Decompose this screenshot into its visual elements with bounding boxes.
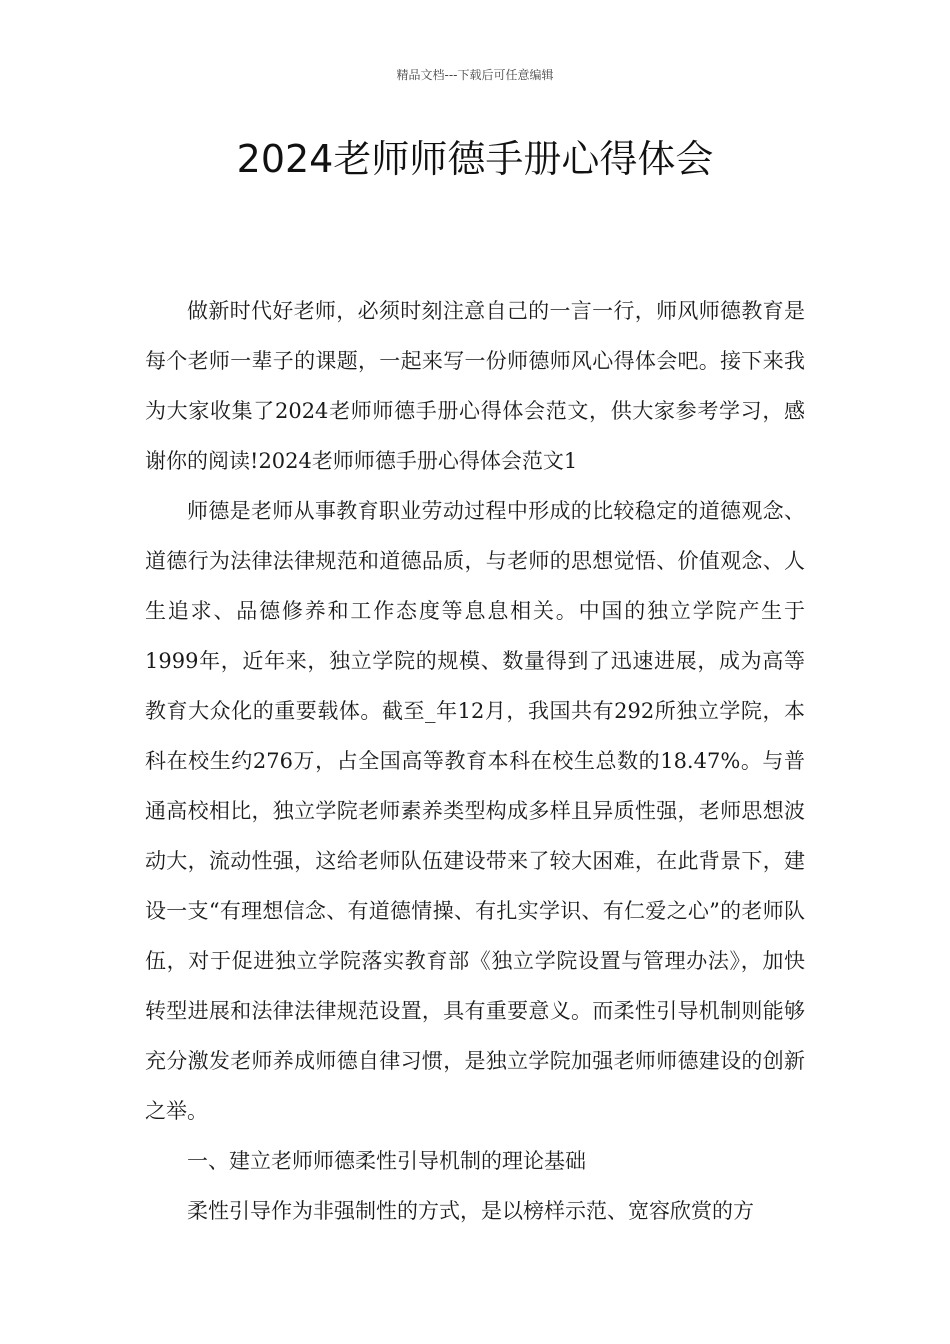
paragraph-main: 师德是老师从事教育职业劳动过程中形成的比较稳定的道德观念、道德行为法律法律规范和道德品质，与老师的思想觉悟、价值观念、人生追求、品德修养和工作态度等息息相关。中国的独立学院产生于1999年，近年来，独立学院的规模、数量得到了迅速进展，成为高等教育大众化的重要载体。截至_年12月，我国共有292所独立学院，本科在校生约276万，占全国高等教育本科在校生总数的18.47%。与普通高校相比，独立学院老师素养类型构成多样且异质性强，老师思想波动大，流动性强，这给老师队伍建设带来了较大困难，在此背景下，建设一支“有理想信念、有道德情操、有扎实学识、有仁爱之心”的老师队伍，对于促进独立学院落实教育部《独立学院设置与管理办法》，加快转型进展和法律法律规范设置，具有重要意义。而柔性引导机制则能够充分激发老师养成师德自律习惯，是独立学院加强老师师德建设的创新之举。 [145,499,805,1123]
document-body [145,286,805,1236]
document-title: 2024老师师德手册心得体会 [236,137,714,181]
paragraph-intro: 做新时代好老师，必须时刻注意自己的一言一行，师风师德教育是每个老师一辈子的课题，一起来写一份师德师风心得体会吧。接下来我为大家收集了2024老师师德手册心得体会范文，供大家参考学习，感谢你的阅读!2024老师师德手册心得体会范文1 [145,299,805,473]
page-header-note: 精品文档---下载后可任意编辑 [396,68,554,82]
paragraph-continued: 柔性引导作为非强制性的方式，是以榜样示范、宽容欣赏的方 [187,1199,754,1223]
section-heading: 一、建立老师师德柔性引导机制的理论基础 [187,1149,586,1173]
